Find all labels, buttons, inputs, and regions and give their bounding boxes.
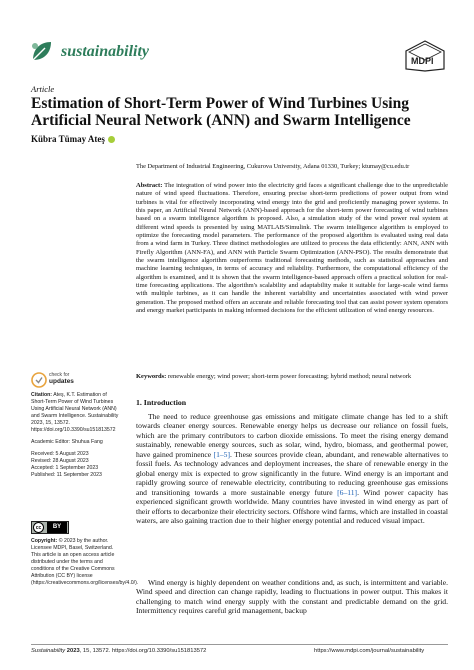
cc-by-license-badge[interactable] [31, 521, 69, 534]
citation-label: Citation: [31, 392, 53, 398]
copyright-notice [31, 538, 139, 587]
check-for-label: check for [49, 372, 70, 378]
citation-block [31, 392, 121, 434]
check-for-updates-icon [31, 372, 47, 388]
footer-year: 2023 [66, 648, 80, 654]
keywords-label: Keywords: [136, 373, 167, 380]
published-date: Published: 11 September 2023 [31, 472, 102, 478]
introduction-paragraph-1 [136, 412, 448, 525]
keywords [136, 373, 448, 381]
footer-divider [31, 644, 448, 645]
check-for-updates-badge[interactable] [31, 370, 81, 390]
author-affiliation: The Department of Industrial Engineering, Cukurova University, Adana 01330, Turkey; ktumay@cu.edu.tr [136, 163, 410, 170]
article-info-sidebar [31, 392, 121, 479]
orcid-icon[interactable] [108, 136, 115, 143]
intro-text-b: . These sources provide clean, abundant, and renewable alternatives to fossil fuels. As technology advances and deployment increases, the share of renewable energy in the global energy mix is expected to grow significantly in the future. Wind energy is an important and rapidly growing source of renewable electricity, contributing to reducing greenhouse gas emissions and transitioning towards a more sustainable energy future [136, 449, 448, 497]
copyright-text: © 2023 by the author. Licensee MDPI, Basel, Switzerland. This article is an open access article distributed under the terms and conditions of the Creative Commons Attribution (CC BY) license (https://creativecommons.org/licenses/by/4.0/). [31, 538, 139, 586]
abstract-text: The integration of wind power into the electricity grid faces a significant challenge due to the unpredictable nature of wind speed fluctuations. Therefore, ensuring precise short-term predictions of power output from wind turbines is vital for effectively incorporating wind energy into the grid and proficiently managing power systems. In this paper, an Artificial Neural Network (ANN)-based approach for the short-term power forecasting of wind turbines based on a swarm intelligence algorithm is proposed. Also, a simulation study of the wind power real system at different wind speeds is presented by using MATLAB/Simulink. The swarm intelligence algorithm is employed to optimize the forecasting model parameters. The performance of the proposed algorithm is evaluated using real data from a wind farm in Turkey. Three distinct methodologies are utilized to process the data efficiently: ANN, ANN with Firefly Algorithm (ANN-FA), and ANN with Particle Swarm Optimization (ANN-PSO). The results demonstrate that the swarm intelligence algorithm outperforms traditional forecasting methods, such as statistical approaches and machine learning techniques, in terms of accuracy and reliability. Furthermore, the computational efficiency of the algorithm is examined, and it is shown that the swarm intelligence-based approach offers a practical solution for real-time forecasting applications. The algorithm's scalability and adaptability make it suitable for large-scale wind farms with multiple turbines, as it can handle the inherent variability and uncertainties associated with wind power generation. The proposed method offers an accurate and reliable forecasting tool that can assist power system operators and energy market participants in making informed decisions for the efficient utilization of wind energy resources. [136, 182, 448, 315]
citation-text: Ateş, K.T. Estimation of Short-Term Power of Wind Turbines Using Artificial Neural Network (ANN) and Swarm Intelligence. Sustainability 2023, 15, 13572. https://doi.org/10.3390/su151813572 [31, 392, 119, 433]
abstract [136, 182, 448, 316]
author-name [31, 134, 115, 144]
academic-editor: Academic Editor: Shuhua Fang [31, 439, 103, 445]
sustainability-leaf-icon [27, 38, 55, 66]
updates-label: updates [49, 378, 74, 385]
intro-text-c: . Wind power capacity has experienced significant growth worldwide. Many countries have invested in wind energy as part of their efforts to decarbonize their electricity sectors. Offshore wind farms, which are installed in coastal waters, are also gaining traction due to their higher energy potential and reduced visual impact. [136, 487, 448, 525]
copyright-label: Copyright: [31, 538, 58, 544]
received-date: Received: 5 August 2023 [31, 451, 89, 457]
journal-name[interactable]: sustainability [61, 43, 150, 60]
keywords-text: renewable energy; wind power; short-term power forecasting; hybrid method; neural network [167, 373, 412, 380]
article-title: Estimation of Short-Term Power of Wind Turbines Using Artificial Neural Network (ANN) and Swarm Intelligence [31, 95, 411, 129]
page-footer [31, 648, 425, 654]
introduction-paragraph-2 [136, 578, 448, 616]
accepted-date: Accepted: 1 September 2023 [31, 465, 99, 471]
footer-journal: Sustainability [31, 648, 66, 654]
intro-text-d: Wind energy is highly dependent on weather conditions and, as such, is intermittent and variable. Wind speed and direction can change rapidly, leading to fluctuations in power output. This makes it challenging to match wind energy supply with the constant and predictable demand on the grid. Intermittency requires careful grid management, backup [136, 578, 448, 616]
revised-date: Revised: 28 August 2023 [31, 458, 89, 464]
citation-link-1-5[interactable]: [1–5] [213, 449, 231, 459]
mdpi-wordmark: MDPI [411, 56, 434, 66]
footer-journal-url-link[interactable]: https://www.mdpi.com/journal/sustainability [314, 648, 425, 654]
citation-link-6-11[interactable]: [6–11] [337, 487, 358, 497]
cc-icon: cc [33, 522, 44, 533]
abstract-label: Abstract: [136, 182, 163, 189]
cc-by-icon: BY [47, 522, 67, 533]
section-heading-introduction: 1. Introduction [136, 398, 187, 407]
article-type: Article [31, 84, 55, 94]
author-name-text: Kübra Tümay Ateş [31, 134, 105, 144]
intro-text-a: The need to reduce greenhouse gas emissions and mitigate climate change has led to a shift towards cleaner energy sources. Renewable energy helps us decrease our reliance on fossil fuels, which are the primary contributors to carbon dioxide emissions. To meet the rising energy demand sustainably, renewable energy sources, such as solar, wind, hydro, biomass, and geothermal power, have gained prominence [136, 412, 448, 459]
footer-volume: , 15, 13572. [79, 648, 111, 654]
footer-doi-link[interactable]: https://doi.org/10.3390/su151813572 [111, 648, 207, 654]
